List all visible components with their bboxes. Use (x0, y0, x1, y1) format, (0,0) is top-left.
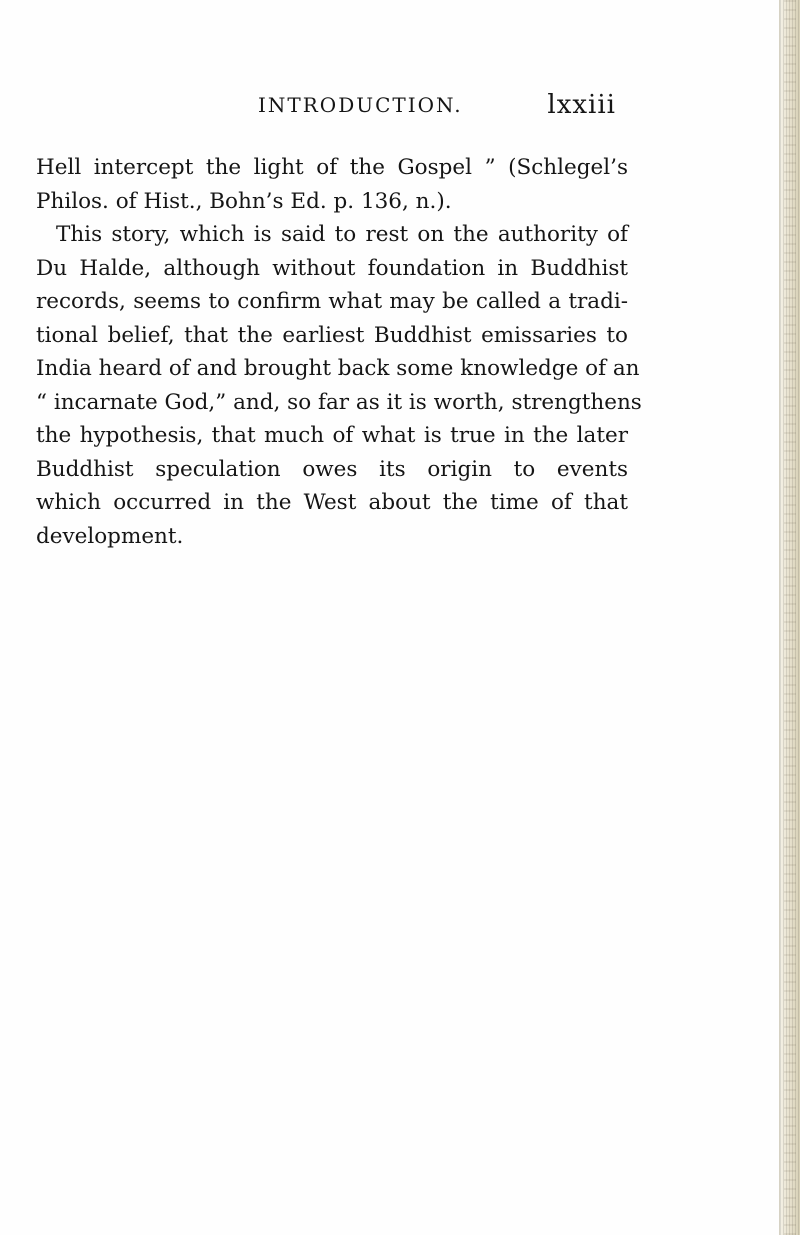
text-line: “ incarnate God,” and, so far as it is worth, strengthens (36, 389, 642, 415)
text-line: India heard of and brought back some knowledge of an (36, 356, 640, 381)
text-line: records, seems to confirm what may be called a tradi- (36, 289, 628, 314)
text-line: Buddhist speculation owes its origin to events (36, 456, 628, 482)
text-line: the hypothesis, that much of what is true in the later (36, 423, 628, 448)
page-number: lxxiii (547, 90, 616, 120)
body-text (36, 151, 642, 553)
text-line: Philos. of Hist., Bohn’s Ed. p. 136, n.). (36, 188, 452, 214)
text-line: This story, which is said to rest on the authority of (56, 222, 628, 247)
text-line: development. (36, 523, 184, 549)
text-line: tional belief, that the earliest Buddhist emissaries to (36, 322, 628, 348)
text-line: Du Halde, although without foundation in Buddhist (36, 255, 628, 281)
book-edge-shadow (779, 0, 800, 1235)
text-line: Hell intercept the light of the Gospel ” (Schlegel’s (36, 155, 628, 180)
running-title: INTRODUCTION. (258, 93, 463, 117)
running-head (36, 92, 628, 132)
text-line: which occurred in the West about the time of that (36, 490, 628, 515)
